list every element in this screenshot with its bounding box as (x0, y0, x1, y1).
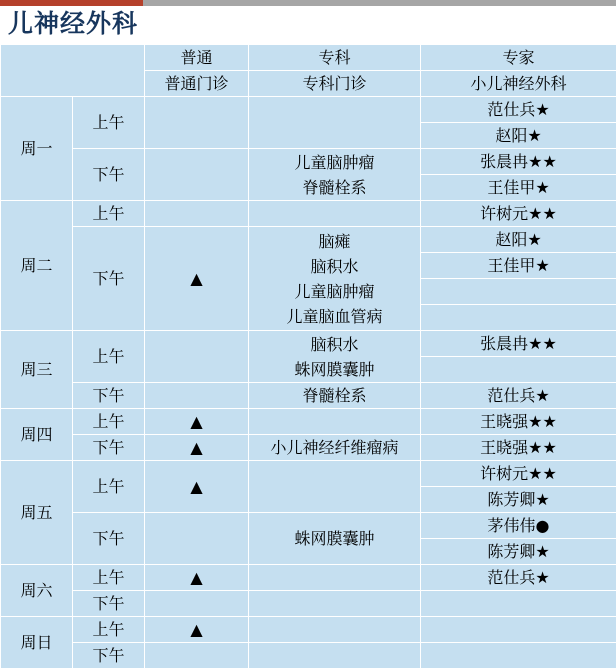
expert-cell (421, 643, 616, 669)
period-label: 下午 (73, 149, 145, 201)
expert-cell: 许树元★★ (421, 461, 616, 487)
schedule-row (1, 435, 616, 461)
specialty-cell (249, 591, 421, 617)
schedule-row (1, 617, 616, 643)
specialty-item: 脑积水 (249, 332, 420, 357)
specialty-cell (249, 331, 421, 383)
general-clinic-cell (145, 201, 249, 227)
schedule-row (1, 149, 616, 175)
period-label: 下午 (73, 383, 145, 409)
expert-cell (421, 357, 616, 383)
day-label: 周六 (1, 565, 73, 617)
expert-cell: 王晓强★★ (421, 409, 616, 435)
specialty-cell (249, 461, 421, 513)
specialty-cell (249, 435, 421, 461)
general-clinic-cell (145, 97, 249, 149)
expert-cell: 张晨冉★★ (421, 149, 616, 175)
general-clinic-cell: ▲ (145, 565, 249, 591)
period-label: 下午 (73, 643, 145, 669)
period-label: 下午 (73, 591, 145, 617)
general-clinic-cell (145, 643, 249, 669)
schedule-row (1, 461, 616, 487)
general-clinic-cell (145, 383, 249, 409)
expert-cell: 张晨冉★★ (421, 331, 616, 357)
specialty-cell (249, 617, 421, 643)
top-accent-segment-red (0, 0, 143, 6)
expert-cell: 范仕兵★ (421, 97, 616, 123)
specialty-cell (249, 97, 421, 149)
period-label: 上午 (73, 331, 145, 383)
expert-cell (421, 591, 616, 617)
schedule-row (1, 565, 616, 591)
expert-cell: 范仕兵★ (421, 383, 616, 409)
specialty-item: 儿童脑肿瘤 (249, 279, 420, 304)
expert-cell: 范仕兵★ (421, 565, 616, 591)
header-expert: 专家 (421, 45, 616, 71)
specialty-item: 脊髓栓系 (249, 175, 420, 200)
schedule-row (1, 513, 616, 539)
specialty-cell (249, 643, 421, 669)
header-corner-cell (1, 45, 145, 97)
top-accent-bar (0, 0, 616, 6)
specialty-cell (249, 383, 421, 409)
schedule-row (1, 591, 616, 617)
expert-cell: 许树元★★ (421, 201, 616, 227)
period-label: 上午 (73, 97, 145, 149)
header-pediatric-neurosurgery: 小儿神经外科 (421, 71, 616, 97)
schedule-row (1, 643, 616, 669)
expert-cell: 王晓强★★ (421, 435, 616, 461)
period-label: 上午 (73, 565, 145, 591)
schedule-row (1, 97, 616, 123)
schedule-row (1, 227, 616, 253)
period-label: 下午 (73, 435, 145, 461)
expert-cell: 茅伟伟● (421, 513, 616, 539)
day-label: 周三 (1, 331, 73, 409)
schedule-body (1, 97, 616, 669)
page-title: 儿神经外科 (8, 8, 138, 40)
expert-cell: 陈芳卿★ (421, 487, 616, 513)
expert-cell: 王佳甲★ (421, 175, 616, 201)
specialty-item: 蛛网膜囊肿 (249, 357, 420, 382)
specialty-item: 脊髓栓系 (249, 383, 420, 408)
expert-cell (421, 305, 616, 331)
specialty-cell (249, 409, 421, 435)
day-label: 周四 (1, 409, 73, 461)
specialty-item: 蛛网膜囊肿 (249, 526, 420, 551)
expert-cell (421, 617, 616, 643)
header-specialty: 专科 (249, 45, 421, 71)
top-accent-segment-gray (143, 0, 616, 6)
period-label: 上午 (73, 201, 145, 227)
day-label: 周日 (1, 617, 73, 669)
period-label: 上午 (73, 617, 145, 643)
period-label: 上午 (73, 409, 145, 435)
schedule-row (1, 383, 616, 409)
period-label: 下午 (73, 513, 145, 565)
general-clinic-cell (145, 513, 249, 565)
specialty-item: 脑积水 (249, 254, 420, 279)
general-clinic-cell: ▲ (145, 409, 249, 435)
general-clinic-cell (145, 591, 249, 617)
header-general: 普通 (145, 45, 249, 71)
expert-cell (421, 279, 616, 305)
specialty-item: 儿童脑肿瘤 (249, 150, 420, 175)
specialty-cell (249, 201, 421, 227)
specialty-cell (249, 565, 421, 591)
specialty-cell (249, 149, 421, 201)
day-label: 周一 (1, 97, 73, 201)
header-specialty-clinic: 专科门诊 (249, 71, 421, 97)
general-clinic-cell: ▲ (145, 617, 249, 643)
schedule-row (1, 331, 616, 357)
specialty-cell (249, 227, 421, 331)
period-label: 上午 (73, 461, 145, 513)
specialty-item: 小儿神经纤维瘤病 (249, 435, 420, 460)
header-general-clinic: 普通门诊 (145, 71, 249, 97)
general-clinic-cell: ▲ (145, 435, 249, 461)
period-label: 下午 (73, 227, 145, 331)
specialty-item: 脑瘫 (249, 229, 420, 254)
expert-cell: 陈芳卿★ (421, 539, 616, 565)
general-clinic-cell (145, 331, 249, 383)
schedule-row (1, 201, 616, 227)
specialty-item: 儿童脑血管病 (249, 304, 420, 329)
schedule-table (0, 44, 616, 669)
specialty-cell (249, 513, 421, 565)
expert-cell: 赵阳★ (421, 227, 616, 253)
expert-cell: 赵阳★ (421, 123, 616, 149)
general-clinic-cell (145, 149, 249, 201)
day-label: 周二 (1, 201, 73, 331)
schedule-row (1, 409, 616, 435)
general-clinic-cell: ▲ (145, 461, 249, 513)
header-row-1 (1, 45, 616, 71)
general-clinic-cell: ▲ (145, 227, 249, 331)
day-label: 周五 (1, 461, 73, 565)
expert-cell: 王佳甲★ (421, 253, 616, 279)
